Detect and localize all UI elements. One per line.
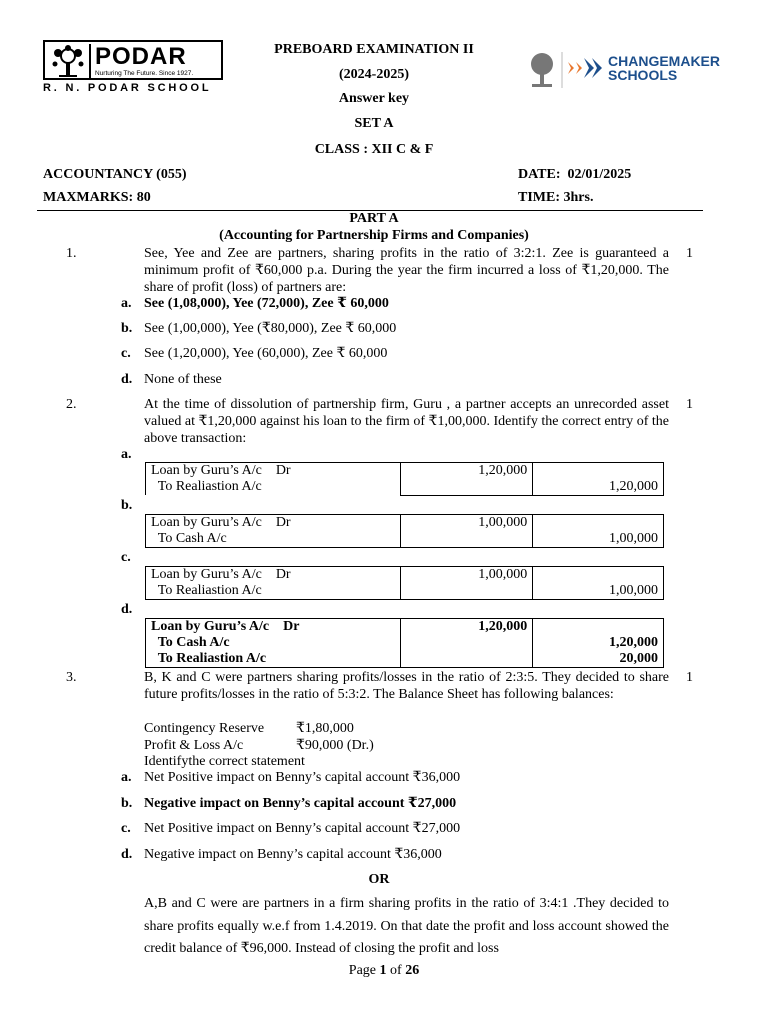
subject-label: ACCOUNTANCY (055) (43, 167, 187, 182)
entry-account: To Cash A/c (151, 531, 227, 546)
entry-account: Loan by Guru’s A/c Dr (151, 619, 300, 634)
balance-item: Contingency Reserve (144, 721, 265, 736)
q2-option-c-entry (145, 566, 664, 600)
table-row (146, 567, 664, 600)
podar-brand: PODAR (95, 43, 187, 70)
q1-option-b: See (1,00,000), Yee (₹80,000), Zee ₹ 60,000 (144, 321, 397, 336)
entry-account: To Cash A/c (151, 635, 230, 650)
table-row (146, 515, 664, 548)
q3-option-b: Negative impact on Benny’s capital account ₹27,000 (144, 796, 457, 811)
q1-number: 1. (66, 246, 77, 261)
q2-option-label: c. (121, 550, 131, 565)
q2-marks: 1 (686, 397, 693, 412)
entry-debit: 1,20,000 (400, 463, 533, 496)
entry-account: To Realiastion A/c (151, 583, 262, 598)
page-number: 1 (379, 963, 387, 978)
q3-prompt: Identifythe correct statement (144, 754, 305, 769)
doc-type: Answer key (338, 91, 410, 106)
table-row (146, 463, 664, 496)
q2-option-label: a. (121, 447, 132, 462)
entry-credit: 1,20,000 (533, 463, 664, 496)
q3-option-label: b. (121, 796, 133, 811)
q2-option-a-entry (145, 462, 664, 496)
time-label: TIME: 3hrs. (518, 190, 594, 205)
q3-option-label: a. (121, 770, 132, 785)
q2-option-b-entry (145, 514, 664, 548)
page-total: 26 (405, 963, 420, 978)
entry-account: Loan by Guru’s A/c Dr (151, 515, 291, 530)
entry-credit: 1,20,000 (609, 635, 658, 650)
entry-credit: 20,000 (619, 651, 658, 666)
q3-option-label: c. (121, 821, 131, 836)
entry-account: To Realiastion A/c (151, 479, 262, 494)
school-name: R. N. PODAR SCHOOL (43, 82, 212, 94)
q1-option-label: b. (121, 321, 133, 336)
q1-option-label: a. (121, 296, 132, 311)
q2-option-label: d. (121, 602, 133, 617)
entry-credit: 1,00,000 (533, 515, 664, 548)
table-row (146, 619, 664, 668)
class-label: CLASS : XII C & F (314, 142, 434, 157)
exam-title: PREBOARD EXAMINATION II (274, 42, 474, 57)
q3-option-c: Net Positive impact on Benny’s capital account ₹27,000 (144, 821, 461, 836)
balance-item: Profit & Loss A/c (144, 738, 244, 753)
changemaker-line1: CHANGEMAKER (608, 53, 720, 69)
q3-option-a: Net Positive impact on Benny’s capital account ₹36,000 (144, 770, 461, 785)
podar-logo (43, 40, 228, 96)
tree-icon (49, 44, 91, 78)
q1-text: See, Yee and Zee are partners, sharing profits in the ratio of 3:2:1. Zee is guaranteed a minimum profit of ₹60,000 p.a. During the year the firm incurred a loss of ₹1,20,000. The share of profit (loss) of partners are: (144, 246, 669, 295)
balance-value: ₹1,80,000 (296, 721, 354, 736)
q2-option-d-entry (145, 618, 664, 668)
q3-marks: 1 (686, 670, 693, 685)
q1-option-label: c. (121, 346, 131, 361)
q1-marks: 1 (686, 246, 693, 261)
q1-option-d: None of these (144, 372, 222, 387)
entry-debit: 1,00,000 (400, 515, 533, 548)
page-label: Page (348, 963, 377, 978)
q1-option-c: See (1,20,000), Yee (60,000), Zee ₹ 60,000 (144, 346, 388, 361)
set-label: SET A (354, 116, 394, 131)
entry-credit: 1,00,000 (533, 567, 664, 600)
exam-year: (2024-2025) (339, 67, 409, 82)
balance-value: ₹90,000 (Dr.) (296, 738, 374, 753)
q3-or-text: A,B and C were are partners in a firm sharing profits in the ratio of 3:4:1 .They decided to share profits equally w.e.f from 1.4.2019. On that date the profit and loss account showed the credit balance of ₹96,000. Instead of closing the profit and loss (144, 896, 669, 956)
entry-debit: 1,20,000 (400, 619, 533, 668)
page-footer (284, 963, 484, 979)
part-subtitle: (Accounting for Partnership Firms and Companies) (219, 228, 529, 243)
or-label: OR (368, 872, 390, 887)
changemaker-line2: SCHOOLS (608, 67, 678, 83)
q3-option-label: d. (121, 847, 133, 862)
q3-text: B, K and C were partners sharing profits/losses in the ratio of 2:3:5. They decided to share future profits/losses in the ratio of 5:3:2. The Balance Sheet has following balances: (144, 670, 669, 702)
entry-account: Loan by Guru’s A/c Dr (151, 463, 291, 478)
changemaker-emblem-icon (524, 48, 604, 92)
page-of-label: of (390, 963, 402, 978)
part-title: PART A (349, 211, 399, 226)
q1-option-label: d. (121, 372, 133, 387)
q3-option-d: Negative impact on Benny’s capital account ₹36,000 (144, 847, 442, 862)
q1-option-a: See (1,08,000), Yee (72,000), Zee ₹ 60,000 (144, 296, 389, 311)
entry-debit: 1,00,000 (400, 567, 533, 600)
q2-option-label: b. (121, 498, 133, 513)
q3-number: 3. (66, 670, 77, 685)
podar-tagline: Nurturing The Future. Since 1927. (95, 70, 194, 77)
changemaker-logo (524, 46, 720, 96)
entry-account: To Realiastion A/c (151, 651, 267, 666)
q2-number: 2. (66, 397, 77, 412)
maxmarks-label: MAXMARKS: 80 (43, 190, 151, 205)
q2-text: At the time of dissolution of partnership firm, Guru , a partner accepts an unrecorded asset valued at ₹1,20,000 against his loan to the firm of ₹1,00,000. Identify the correct entry of the above transaction: (144, 397, 669, 446)
entry-account: Loan by Guru’s A/c Dr (151, 567, 291, 582)
date-label: DATE: 02/01/2025 (518, 167, 632, 182)
